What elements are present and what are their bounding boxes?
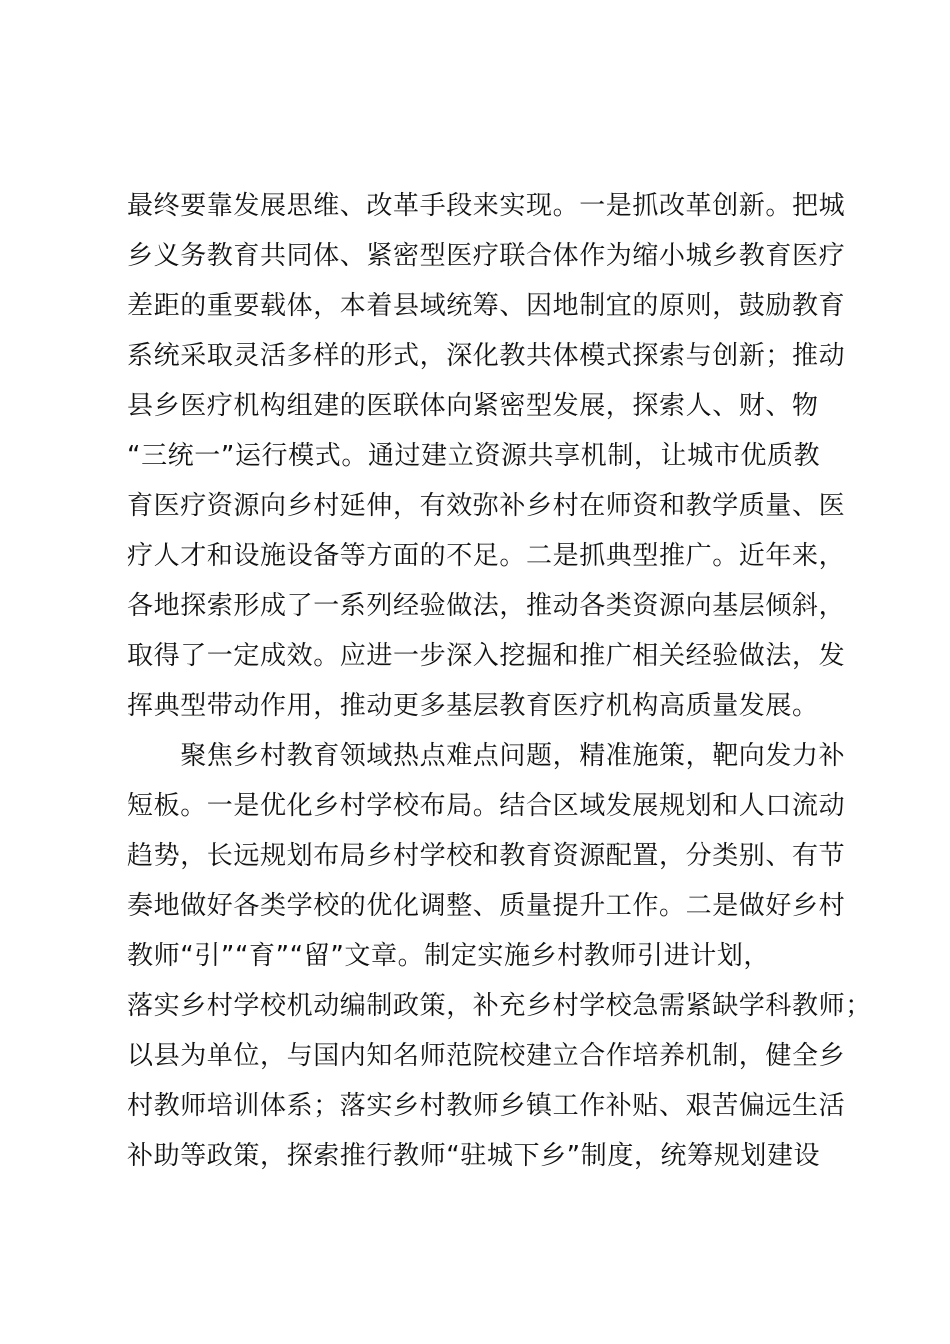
text-line: 取得了一定成效。应进一步深入挖掘和推广相关经验做法，发 — [127, 641, 846, 671]
text-line: 县乡医疗机构组建的医联体向紧密型发展，探索人、财、物 — [127, 391, 819, 421]
text-line: 各地探索形成了一系列经验做法，推动各类资源向基层倾斜， — [127, 591, 846, 621]
text-line: 短板。一是优化乡村学校布局。结合区域发展规划和人口流动 — [127, 791, 846, 821]
text-line: 挥典型带动作用，推动更多基层教育医疗机构高质量发展。 — [127, 691, 819, 721]
text-line: 村教师培训体系；落实乡村教师乡镇工作补贴、艰苦偏远生活 — [127, 1091, 846, 1121]
text-line: 乡义务教育共同体、紧密型医疗联合体作为缩小城乡教育医疗 — [127, 241, 846, 271]
text-line: 以县为单位，与国内知名师范院校建立合作培养机制，健全乡 — [127, 1041, 846, 1071]
text-line: “三统一”运行模式。通过建立资源共享机制，让城市优质教 — [127, 441, 821, 471]
text-line: 教师“引”“育”“留”文章。制定实施乡村教师引进计划， — [127, 941, 771, 971]
text-line: 聚焦乡村教育领域热点难点问题，精准施策，靶向发力补 — [127, 741, 846, 771]
text-line: 系统采取灵活多样的形式，深化教共体模式探索与创新；推动 — [127, 341, 846, 371]
text-line: 奏地做好各类学校的优化调整、质量提升工作。二是做好乡村 — [127, 891, 846, 921]
body-text — [127, 181, 872, 1181]
text-line: 差距的重要载体，本着县域统筹、因地制宜的原则，鼓励教育 — [127, 291, 846, 321]
text-line: 疗人才和设施设备等方面的不足。二是抓典型推广。近年来， — [127, 541, 846, 571]
text-line: 最终要靠发展思维、改革手段来实现。一是抓改革创新。把城 — [127, 191, 846, 221]
text-line: 育医疗资源向乡村延伸，有效弥补乡村在师资和教学质量、医 — [127, 491, 846, 521]
text-line: 补助等政策，探索推行教师“驻城下乡”制度，统筹规划建设 — [127, 1141, 821, 1171]
text-line: 落实乡村学校机动编制政策，补充乡村学校急需紧缺学科教师； — [127, 991, 872, 1021]
text-line: 趋势，长远规划布局乡村学校和教育资源配置，分类别、有节 — [127, 841, 846, 871]
